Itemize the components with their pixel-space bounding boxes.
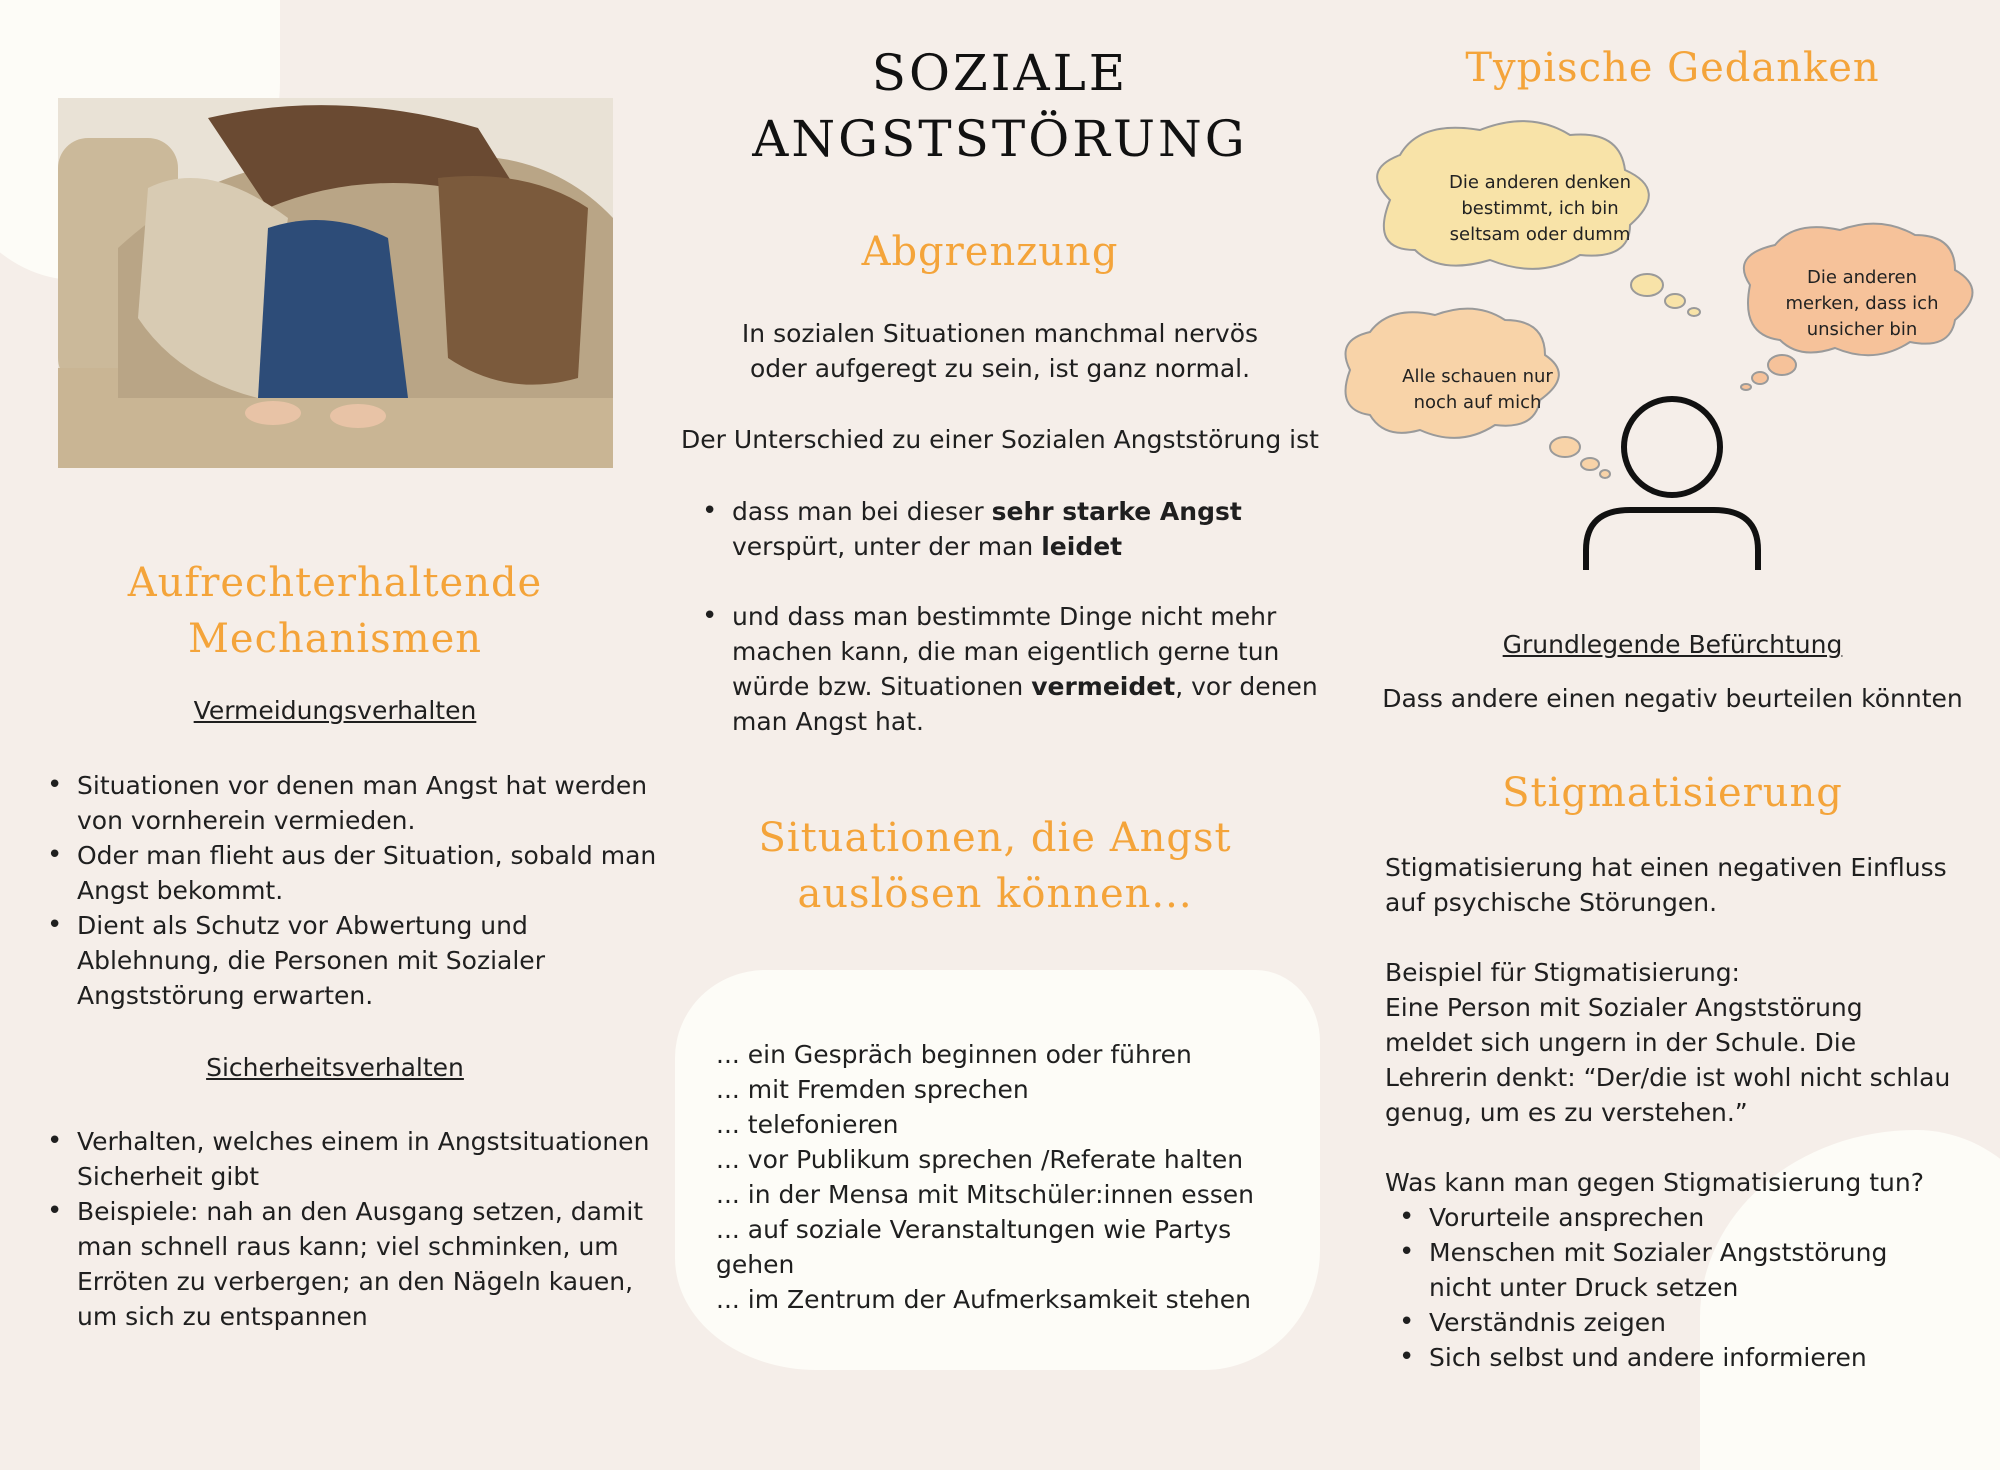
list-item: ... telefonieren: [716, 1110, 899, 1139]
abgrenzung-heading: Abgrenzung: [861, 229, 1119, 275]
basic-fear-heading: Grundlegende Befürchtung: [1502, 630, 1843, 659]
safety-list: [45, 1124, 677, 1334]
list-item: • und dass man bestimmte Dinge nicht mehr machen kann, die man eigentlich gerne tun würde bzw. Situationen vermeidet, vor denen man Angst hat.: [732, 599, 1332, 739]
avoidance-subheading: Vermeidungsverhalten: [193, 696, 477, 725]
thought-cloud-2-text: Die anderen merken, dass ich unsicher bin: [1785, 267, 1939, 340]
list-item: ... im Zentrum der Aufmerksamkeit stehen: [716, 1285, 1251, 1314]
list-item: • Dient als Schutz vor Abwertung und Ablehnung, die Personen mit Sozialer Angststörung erwarten.: [77, 908, 677, 1013]
list-item: ... vor Publikum sprechen /Referate halten: [716, 1145, 1244, 1174]
safety-subheading: Sicherheitsverhalten: [206, 1053, 464, 1082]
list-item: • Verständnis zeigen: [1429, 1305, 1955, 1340]
list-item: ... mit Fremden sprechen: [716, 1075, 1029, 1104]
page-title: SOZIALE ANGSTSTÖRUNG: [752, 44, 1248, 168]
abgrenzung-intro: In sozialen Situationen manchmal nervös oder aufgeregt zu sein, ist ganz normal.: [741, 319, 1259, 383]
photo-illustration: [58, 98, 613, 468]
list-item: • Oder man flieht aus der Situation, sobald man Angst bekommt.: [77, 838, 677, 908]
list-item: • Menschen mit Sozialer Angststörung nicht unter Druck setzen: [1429, 1235, 1955, 1305]
list-item: ... auf soziale Veranstaltungen wie Partys gehen: [716, 1215, 1232, 1279]
stigma-heading: Stigmatisierung: [1502, 770, 1843, 816]
stigma-actions-list: [1385, 1200, 1955, 1375]
abgrenzung-difference: Der Unterschied zu einer Sozialen Angststörung ist: [681, 425, 1319, 454]
stigma-text: [1385, 850, 1955, 1375]
list-item: • dass man bei dieser sehr starke Angst verspürt, unter der man leidet: [732, 494, 1332, 564]
stigma-example-label: Beispiel für Stigmatisierung:: [1385, 958, 1740, 987]
list-item: • Verhalten, welches einem in Angstsituationen Sicherheit gibt: [77, 1124, 677, 1194]
list-item: ... ein Gespräch beginnen oder führen: [716, 1040, 1192, 1069]
avoidance-list: [45, 768, 677, 1013]
abgrenzung-list: [700, 494, 1332, 739]
typical-thoughts-heading: Typische Gedanken: [1465, 45, 1880, 91]
thought-cloud-1-text: Die anderen denken bestimmt, ich bin seltsam oder dumm: [1449, 172, 1631, 245]
list-item: • Sich selbst und andere informieren: [1429, 1340, 1955, 1375]
thought-clouds-illustration: [1330, 110, 2000, 580]
situations-list: [716, 1037, 1316, 1317]
stigma-example-text: Eine Person mit Sozialer Angststörung meldet sich ungern in der Schule. Die Lehrerin denkt: “Der/die ist wohl nicht schlau genug, um es zu verstehen.”: [1385, 993, 1951, 1127]
situations-heading: Situationen, die Angst auslösen können...: [758, 815, 1232, 917]
list-item: • Situationen vor denen man Angst hat werden von vornherein vermieden.: [77, 768, 677, 838]
list-item: • Vorurteile ansprechen: [1429, 1200, 1955, 1235]
photo-person-hiding: [58, 98, 613, 468]
stigma-intro: Stigmatisierung hat einen negativen Einfluss auf psychische Störungen.: [1385, 853, 1947, 917]
basic-fear-text: Dass andere einen negativ beurteilen könnten: [1382, 684, 1963, 713]
person-icon: [1586, 399, 1758, 570]
list-item: ... in der Mensa mit Mitschüler:innen essen: [716, 1180, 1254, 1209]
stigma-question: Was kann man gegen Stigmatisierung tun?: [1385, 1168, 1924, 1197]
maintaining-mechanisms-heading: Aufrechterhaltende Mechanismen: [127, 560, 543, 662]
thought-cloud-3-text: Alle schauen nur noch auf mich: [1402, 366, 1553, 413]
list-item: • Beispiele: nah an den Ausgang setzen, damit man schnell raus kann; viel schminken, um Erröten zu verbergen; an den Nägeln kauen, um sich zu entspannen: [77, 1194, 677, 1334]
